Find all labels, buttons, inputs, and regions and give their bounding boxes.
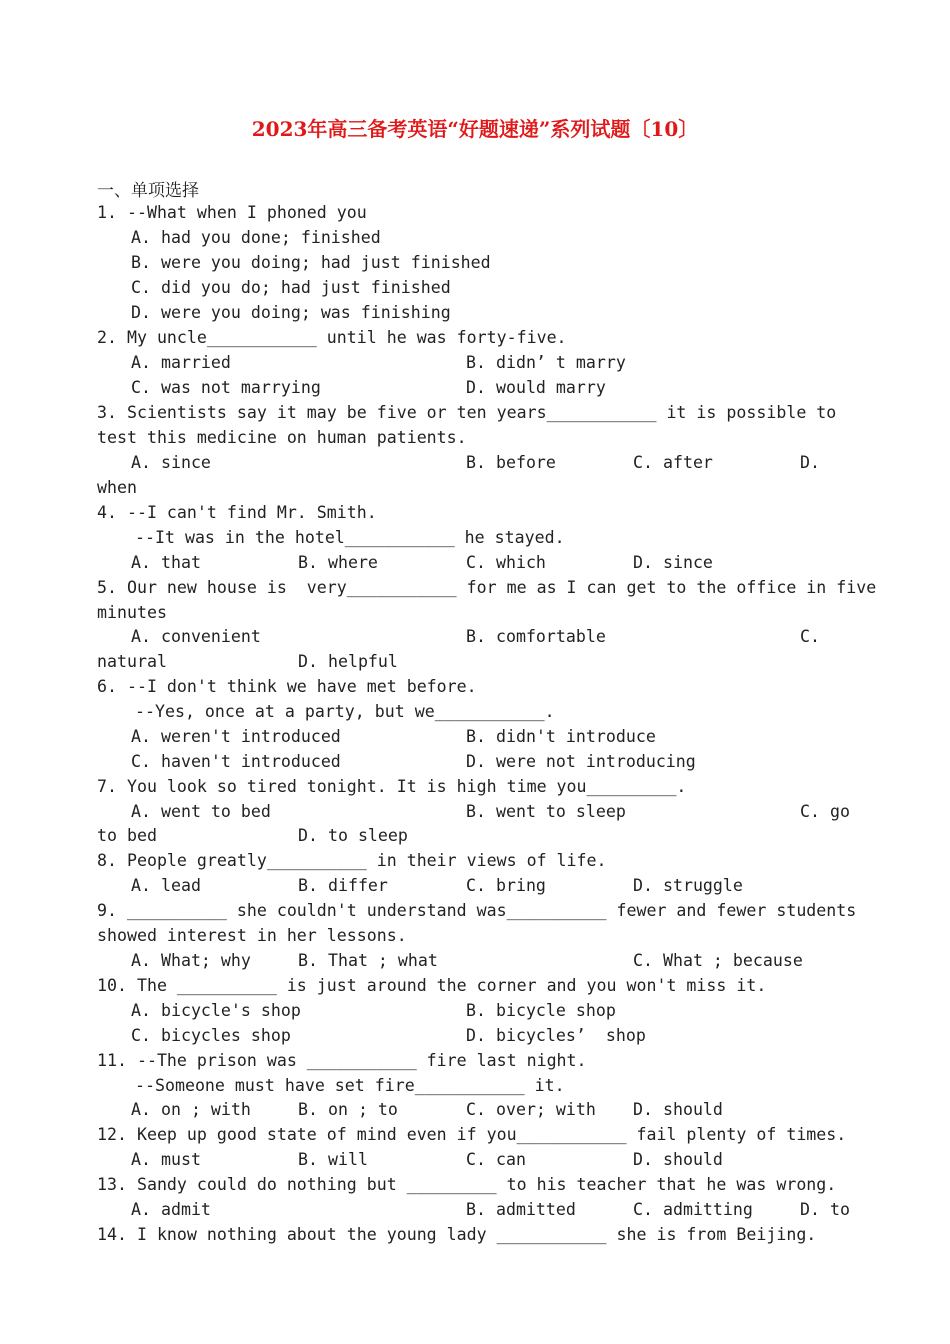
text-line: B. before xyxy=(466,453,556,472)
text-line: 2. My uncle___________ until he was forty-five. xyxy=(97,328,567,347)
text-line: natural xyxy=(97,652,167,671)
text-line: 12. Keep up good state of mind even if you___________ fail plenty of times. xyxy=(97,1125,847,1144)
text-line: A. since xyxy=(131,453,211,472)
text-line: B. on ; to xyxy=(298,1100,398,1119)
text-line: --Yes, once at a party, but we___________. xyxy=(135,702,555,721)
text-line: A. went to bed xyxy=(131,802,271,821)
text-line: C. after xyxy=(633,453,713,472)
text-line: A. admit xyxy=(131,1200,211,1219)
text-line: A. on ; with xyxy=(131,1100,251,1119)
text-line: B. will xyxy=(298,1150,368,1169)
text-line: --Someone must have set fire___________ it. xyxy=(135,1076,565,1095)
text-line: A. bicycle's shop xyxy=(131,1001,301,1020)
text-line: 10. The __________ is just around the corner and you won't miss it. xyxy=(97,976,767,995)
text-line: 7. You look so tired tonight. It is high time you_________. xyxy=(97,777,687,796)
text-line: C. admitting xyxy=(633,1200,753,1219)
text-line: B. didn't introduce xyxy=(466,727,656,746)
text-line: C. was not marrying xyxy=(131,378,321,397)
text-line: 8. People greatly__________ in their views of life. xyxy=(97,851,607,870)
text-line: D. to sleep xyxy=(298,826,408,845)
text-line: D. would marry xyxy=(466,378,606,397)
text-line: 3. Scientists say it may be five or ten years___________ it is possible to xyxy=(97,403,837,422)
text-line: D. struggle xyxy=(633,876,743,895)
text-line: D. since xyxy=(633,553,713,572)
text-line: D. should xyxy=(633,1150,723,1169)
text-line: A. What; why xyxy=(131,951,251,970)
text-line: D. bicycles’ shop xyxy=(466,1026,646,1045)
text-line: A. weren't introduced xyxy=(131,727,341,746)
text-line: D. helpful xyxy=(298,652,398,671)
text-line: C. can xyxy=(466,1150,526,1169)
text-line: showed interest in her lessons. xyxy=(97,926,407,945)
text-line: B. where xyxy=(298,553,378,572)
text-line: to bed xyxy=(97,826,157,845)
text-line: D. to xyxy=(800,1200,850,1219)
text-line: A. had you done; finished xyxy=(131,228,381,247)
text-line: B. That ; what xyxy=(298,951,438,970)
text-line: C. haven't introduced xyxy=(131,752,341,771)
text-line: C. What ; because xyxy=(633,951,803,970)
text-line: B. were you doing; had just finished xyxy=(131,253,491,272)
text-line: C. which xyxy=(466,553,546,572)
text-line: C. bicycles shop xyxy=(131,1026,291,1045)
text-line: B. didn’ t marry xyxy=(466,353,626,372)
text-line: 6. --I don't think we have met before. xyxy=(97,677,477,696)
text-line: A. convenient xyxy=(131,627,261,646)
text-line: D. xyxy=(800,453,820,472)
text-line: 11. --The prison was ___________ fire last night. xyxy=(97,1051,587,1070)
text-line: --It was in the hotel___________ he stayed. xyxy=(135,528,565,547)
text-line: 9. __________ she couldn't understand was__________ fewer and fewer students xyxy=(97,901,857,920)
document-title: 2023年高三备考英语“好题速递”系列试题〔10〕 xyxy=(251,117,699,141)
text-line: 1. --What when I phoned you xyxy=(97,203,367,222)
text-line: when xyxy=(97,478,137,497)
text-line: B. bicycle shop xyxy=(466,1001,616,1020)
text-line: B. comfortable xyxy=(466,627,606,646)
text-line: C. go xyxy=(800,802,850,821)
text-line: C. did you do; had just finished xyxy=(131,278,451,297)
section-heading: 一、单项选择 xyxy=(97,181,199,201)
text-line: 4. --I can't find Mr. Smith. xyxy=(97,503,377,522)
text-line: 14. I know nothing about the young lady ___________ she is from Beijing. xyxy=(97,1225,817,1244)
text-line: D. were you doing; was finishing xyxy=(131,303,451,322)
text-line: A. must xyxy=(131,1150,201,1169)
text-line: B. went to sleep xyxy=(466,802,626,821)
text-line: C. over; with xyxy=(466,1100,596,1119)
text-line: 5. Our new house is very___________ for me as I can get to the office in five xyxy=(97,578,877,597)
text-line: A. lead xyxy=(131,876,201,895)
text-line: B. differ xyxy=(298,876,388,895)
text-line: 13. Sandy could do nothing but _________ to his teacher that he was wrong. xyxy=(97,1175,837,1194)
text-line: D. were not introducing xyxy=(466,752,696,771)
text-line: test this medicine on human patients. xyxy=(97,428,467,447)
text-line: D. should xyxy=(633,1100,723,1119)
text-line: C. bring xyxy=(466,876,546,895)
text-line: C. xyxy=(800,627,820,646)
text-line: minutes xyxy=(97,603,167,622)
text-line: B. admitted xyxy=(466,1200,576,1219)
text-line: A. that xyxy=(131,553,201,572)
text-line: A. married xyxy=(131,353,231,372)
